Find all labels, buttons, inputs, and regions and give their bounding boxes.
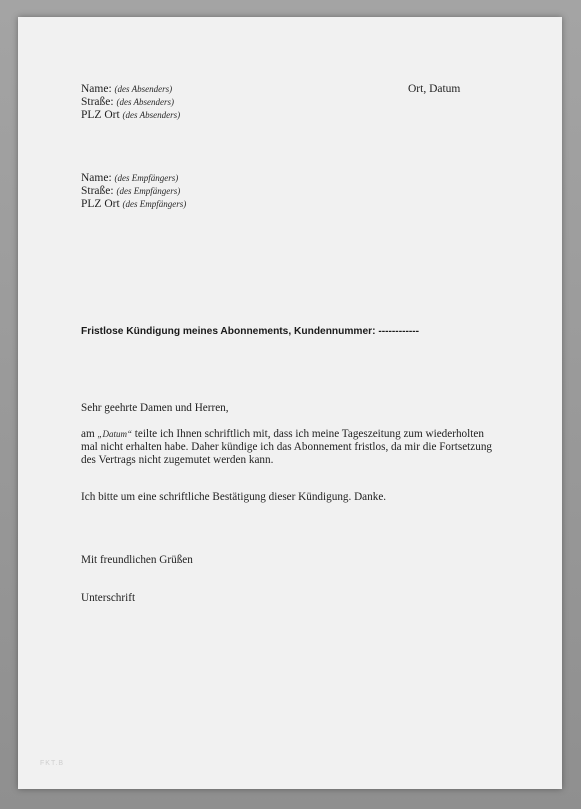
recipient-name-label: Name: xyxy=(81,172,112,184)
sender-city-label: PLZ Ort xyxy=(81,109,120,121)
sender-street-line xyxy=(81,96,174,109)
salutation: Sehr geehrte Damen und Herren, xyxy=(81,402,229,414)
sender-name-label: Name: xyxy=(81,83,112,95)
recipient-name-line xyxy=(81,172,178,185)
sender-city-hint: (des Absenders) xyxy=(122,110,181,120)
date-placeholder: „Datum“ xyxy=(97,429,132,439)
recipient-street-line xyxy=(81,185,180,198)
recipient-street-label: Straße: xyxy=(81,185,114,197)
paragraph1-line3: des Vertrags nicht zugemutet werden kann. xyxy=(81,454,274,466)
watermark-text: FKT.B xyxy=(40,760,65,767)
subject-heading: Fristlose Kündigung meines Abonnements, Kundennummer: ------------ xyxy=(81,326,420,337)
sender-street-label: Straße: xyxy=(81,96,114,108)
recipient-city-line xyxy=(81,198,186,211)
sender-name-line xyxy=(81,83,172,96)
paragraph2: Ich bitte um eine schriftliche Bestätigung dieser Kündigung. Danke. xyxy=(81,491,387,503)
signature-label: Unterschrift xyxy=(81,592,136,604)
paragraph1-line1-rest: teilte ich Ihnen schriftlich mit, dass ich meine Tageszeitung zum wiederholten xyxy=(134,428,484,440)
closing: Mit freundlichen Grüßen xyxy=(81,554,193,566)
letter-page xyxy=(18,17,562,789)
paragraph1-line1 xyxy=(81,428,484,441)
sender-street-hint: (des Absenders) xyxy=(116,97,175,107)
paragraph1-prefix: am xyxy=(81,428,95,440)
paragraph1-line2: mal nicht erhalten habe. Daher kündige ich das Abonnement fristlos, da mir die Fortsetzung xyxy=(81,441,493,453)
sender-name-hint: (des Absenders) xyxy=(114,84,173,94)
place-date: Ort, Datum xyxy=(408,83,461,95)
recipient-city-hint: (des Empfängers) xyxy=(122,199,187,209)
recipient-name-hint: (des Empfängers) xyxy=(114,173,179,183)
recipient-city-label: PLZ Ort xyxy=(81,198,120,210)
recipient-street-hint: (des Empfängers) xyxy=(116,186,181,196)
sender-city-line xyxy=(81,109,180,122)
